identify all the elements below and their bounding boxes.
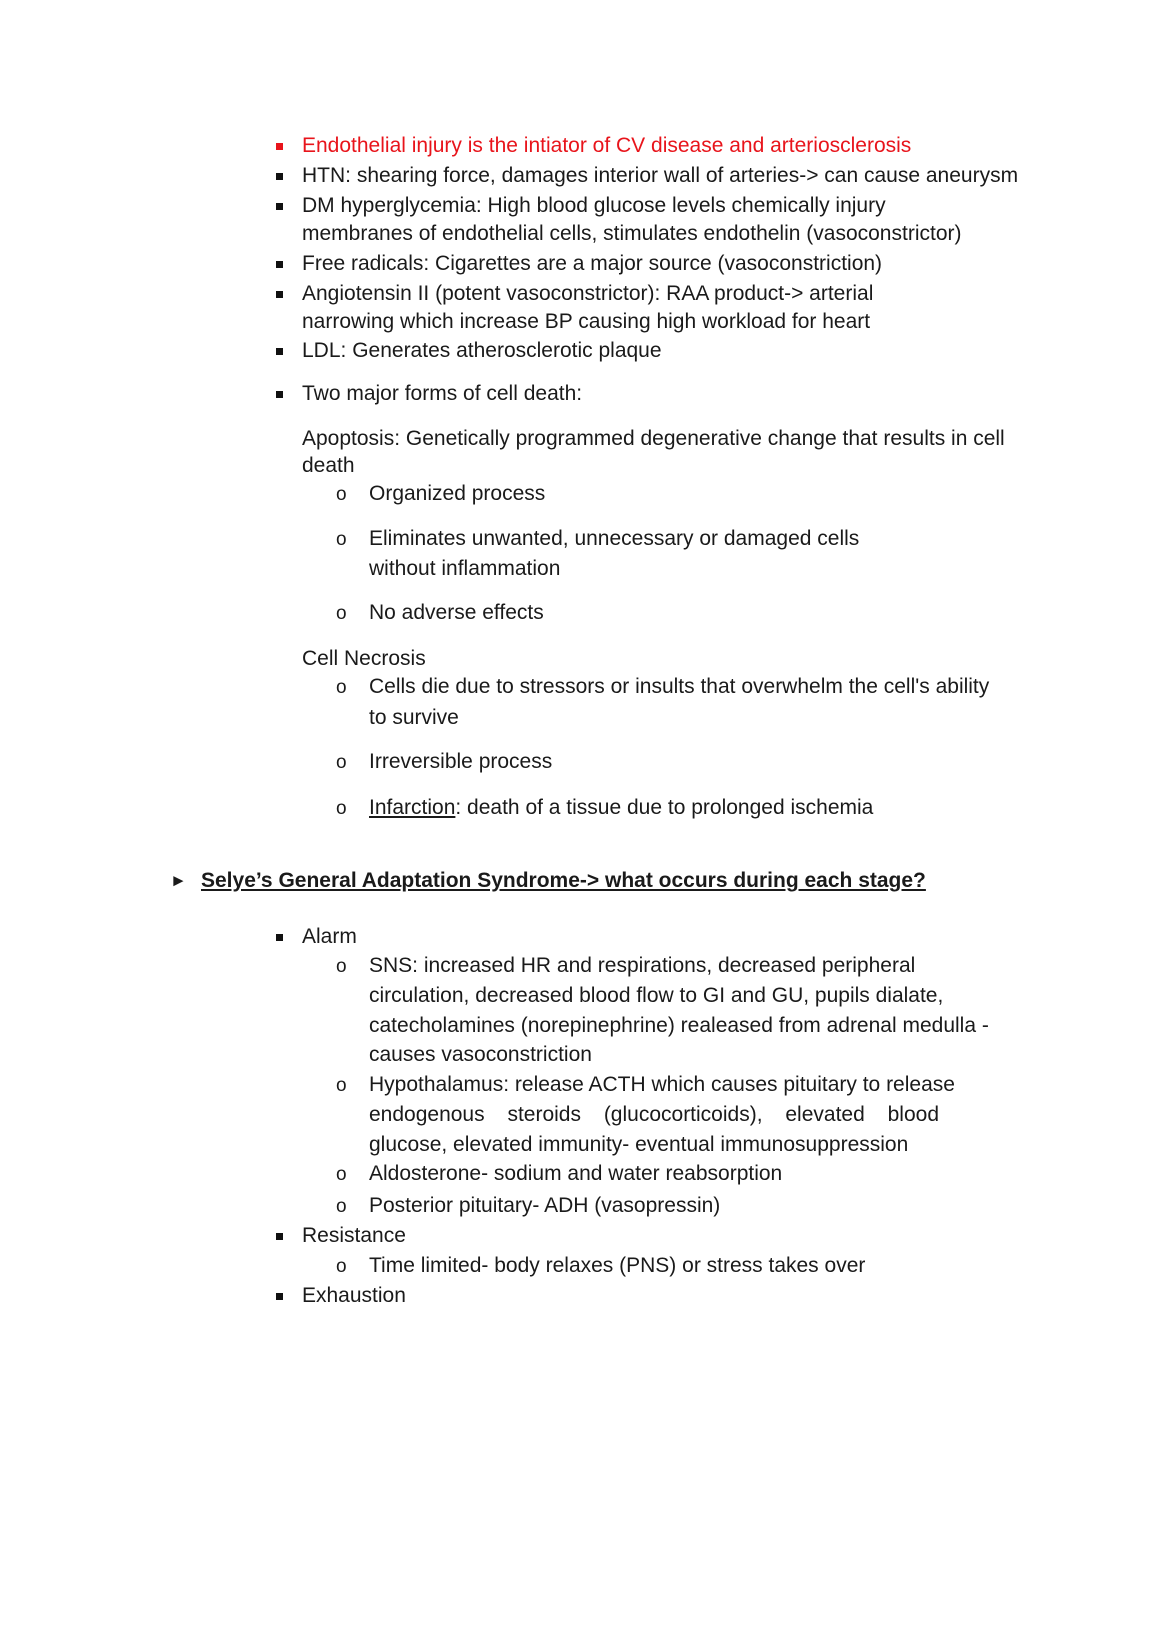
infarction-definition: : death of a tissue due to prolonged ischemia [455, 796, 874, 819]
alarm-stage: Alarm [302, 925, 357, 948]
circle-bullet-icon: o [336, 603, 347, 624]
necrosis-heading: Cell Necrosis [302, 647, 426, 670]
circle-bullet-icon: o [336, 1256, 347, 1277]
circle-bullet-icon: o [336, 529, 347, 550]
cell-death-heading: Two major forms of cell death: [302, 382, 583, 405]
sns-line-4: causes vasoconstriction [369, 1043, 592, 1066]
square-bullet-icon [276, 1293, 283, 1300]
square-bullet-icon [276, 291, 283, 298]
sns-line-1: SNS: increased HR and respirations, decreased peripheral [369, 954, 916, 977]
gas-heading: Selye’s General Adaptation Syndrome-> what occurs during each stage? [201, 869, 926, 892]
apoptosis-item-eliminates-2: without inflammation [369, 557, 561, 580]
aldosterone-line: Aldosterone- sodium and water reabsorption [369, 1162, 783, 1185]
resistance-stage: Resistance [302, 1224, 406, 1247]
necrosis-item-stressors-2: to survive [369, 706, 459, 729]
apoptosis-item-eliminates-1: Eliminates unwanted, unnecessary or damaged cells [369, 527, 860, 550]
circle-bullet-icon: o [336, 1196, 347, 1217]
ldl-line: LDL: Generates atherosclerotic plaque [302, 339, 662, 362]
circle-bullet-icon: o [336, 798, 347, 819]
hypothalamus-line-1: Hypothalamus: release ACTH which causes pituitary to release [369, 1073, 955, 1096]
justified-word: blood [887, 1103, 939, 1126]
apoptosis-item-organized: Organized process [369, 482, 546, 505]
htn-line: HTN: shearing force, damages interior wall of arteries-> can cause aneurysm [302, 164, 1019, 187]
necrosis-item-stressors-1: Cells die due to stressors or insults that overwhelm the cell's ability [369, 675, 990, 698]
dm-line-2: membranes of endothelial cells, stimulates endothelin (vasoconstrictor) [302, 222, 962, 245]
time-limited-line: Time limited- body relaxes (PNS) or stress takes over [369, 1254, 866, 1277]
hypothalamus-line-3: glucose, elevated immunity- eventual immunosuppression [369, 1133, 909, 1156]
square-bullet-icon [276, 348, 283, 355]
circle-bullet-icon: o [336, 1164, 347, 1185]
square-bullet-icon [276, 391, 283, 398]
circle-bullet-icon: o [336, 677, 347, 698]
square-bullet-icon [276, 261, 283, 268]
apoptosis-line-2: death [302, 454, 355, 477]
angiotensin-line-1: Angiotensin II (potent vasoconstrictor): RAA product-> arterial [302, 282, 874, 305]
free-radicals-line: Free radicals: Cigarettes are a major source (vasoconstriction) [302, 252, 883, 275]
exhaustion-stage: Exhaustion [302, 1284, 406, 1307]
sns-line-2: circulation, decreased blood flow to GI and GU, pupils dialate, [369, 984, 944, 1007]
circle-bullet-icon: o [336, 956, 347, 977]
square-bullet-icon [276, 203, 283, 210]
necrosis-item-irreversible: Irreversible process [369, 750, 553, 773]
sns-line-3: catecholamines (norepinephrine) realeased from adrenal medulla - [369, 1014, 989, 1037]
justified-word: elevated [785, 1103, 865, 1126]
square-bullet-icon [276, 1233, 283, 1240]
angiotensin-line-2: narrowing which increase BP causing high workload for heart [302, 310, 871, 333]
justified-word: (glucocorticoids), [603, 1103, 763, 1126]
justified-word: steroids [507, 1103, 581, 1126]
circle-bullet-icon: o [336, 1075, 347, 1096]
circle-bullet-icon: o [336, 484, 347, 505]
square-bullet-icon [276, 173, 283, 180]
arrow-bullet-icon: ► [170, 871, 187, 890]
endothelial-injury-line: Endothelial injury is the intiator of CV disease and arteriosclerosis [302, 134, 912, 157]
justified-word: endogenous [369, 1103, 485, 1126]
circle-bullet-icon: o [336, 752, 347, 773]
posterior-pituitary-line: Posterior pituitary- ADH (vasopressin) [369, 1194, 721, 1217]
square-bullet-icon [276, 143, 283, 150]
necrosis-item-infarction [369, 794, 873, 822]
square-bullet-icon [276, 934, 283, 941]
apoptosis-item-no-adverse: No adverse effects [369, 601, 544, 624]
dm-line-1: DM hyperglycemia: High blood glucose levels chemically injury [302, 194, 886, 217]
hypothalamus-line-2 [369, 1101, 939, 1129]
apoptosis-line-1: Apoptosis: Genetically programmed degenerative change that results in cell [302, 427, 1005, 450]
infarction-term: Infarction [369, 796, 456, 819]
